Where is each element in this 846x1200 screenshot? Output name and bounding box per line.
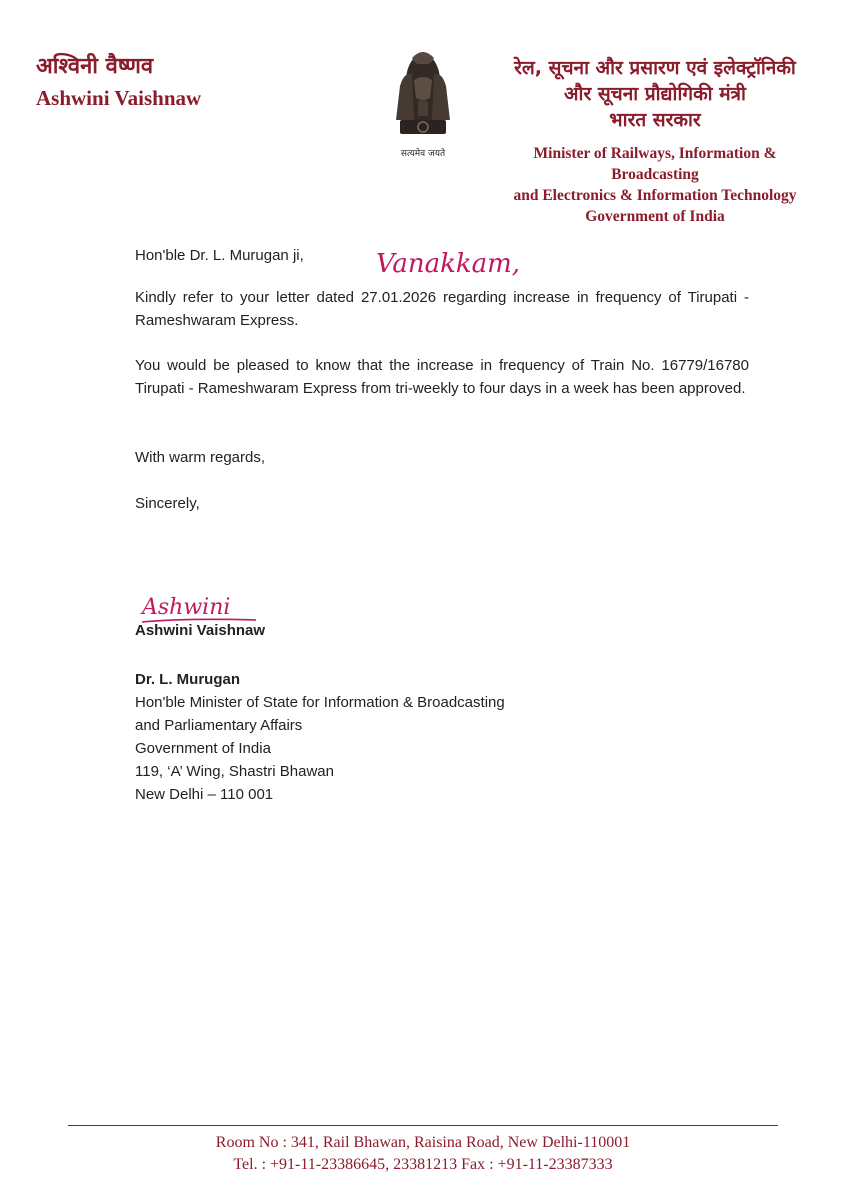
- designation-hindi-line2: और सूचना प्रौद्योगिकी मंत्री: [564, 83, 746, 105]
- designation-english-line1: Minister of Railways, Information & Broadcasting: [533, 145, 777, 183]
- addressee-line5: New Delhi – 110 001: [135, 786, 274, 803]
- designation-hindi-line1: रेल, सूचना और प्रसारण एवं इलेक्ट्रॉनिकी: [514, 57, 796, 79]
- letterhead-name-block: [36, 52, 201, 112]
- minister-name-english: Ashwini Vaishnaw: [36, 86, 202, 110]
- designation-english-line2: and Electronics & Information Technology: [513, 187, 797, 204]
- emblem-motto: सत्यमेव जयते: [400, 149, 446, 159]
- addressee-line1: Hon'ble Minister of State for Information & Broadcasting: [135, 694, 505, 711]
- footer-address: Room No : 341, Rail Bhawan, Raisina Road, New Delhi-110001: [215, 1134, 631, 1151]
- footer-divider: [68, 1125, 778, 1126]
- letterhead-designation-block: [490, 55, 820, 227]
- designation-english-line3: Government of India: [585, 208, 725, 225]
- signer-name: Ashwini Vaishnaw: [135, 622, 266, 639]
- body-paragraph-1: Kindly refer to your letter dated 27.01.2026 regarding increase in frequency of Tirupati - Rameshwaram Express.: [135, 289, 749, 329]
- footer-contact: Tel. : +91-11-23386645, 23381213 Fax : +91-11-23387333: [233, 1156, 613, 1173]
- minister-name-hindi: अश्विनी वैष्णव: [36, 54, 154, 79]
- addressee-line2: and Parliamentary Affairs: [135, 717, 303, 734]
- handwritten-signature-text: Ashwini: [142, 595, 231, 620]
- designation-hindi-line3: भारत सरकार: [609, 109, 701, 131]
- salutation: Hon'ble Dr. L. Murugan ji,: [135, 247, 304, 264]
- sign-off: Sincerely,: [135, 495, 200, 512]
- body-paragraph-2: You would be pleased to know that the increase in frequency of Train No. 16779/16780 Tirupati - Rameshwaram Express from tri-weekly to four days in a week has been approved.: [135, 357, 749, 397]
- closing-regards: With warm regards,: [135, 449, 266, 466]
- addressee-block: [135, 668, 505, 806]
- addressee-line4: 119, ‘A’ Wing, Shastri Bhawan: [135, 763, 334, 780]
- footer-block: [68, 1132, 778, 1176]
- national-emblem-icon: [378, 38, 468, 166]
- handwritten-greeting: [372, 232, 532, 292]
- addressee-line3: Government of India: [135, 740, 271, 757]
- addressee-name: Dr. L. Murugan: [135, 671, 240, 688]
- handwritten-greeting-text: Vanakkam,: [376, 249, 521, 279]
